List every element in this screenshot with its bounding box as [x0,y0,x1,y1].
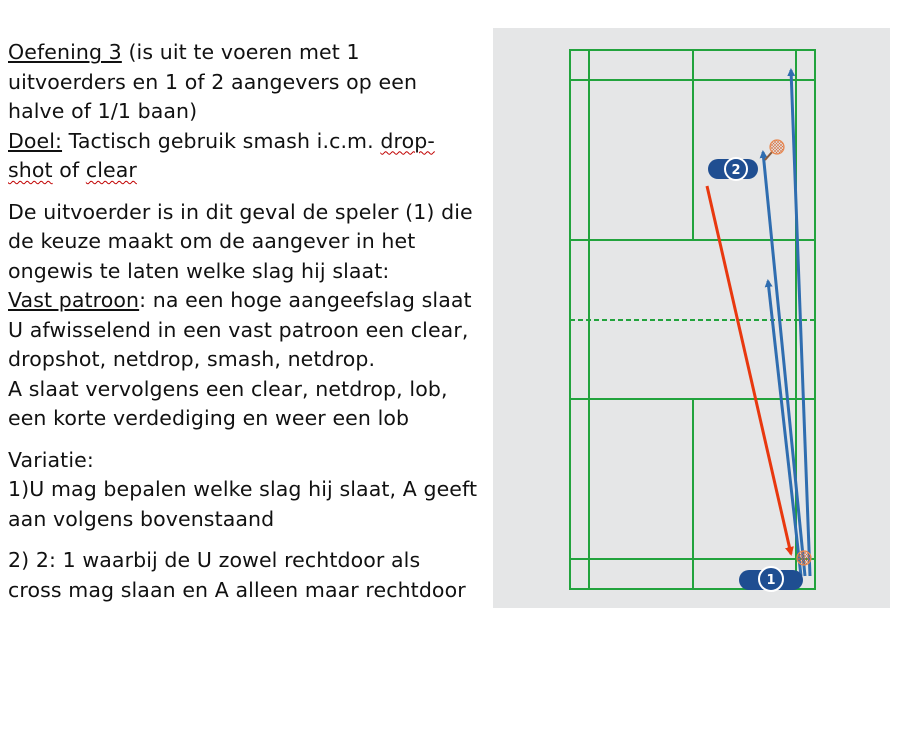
pattern-text: : na een hoge aangeefslag slaat U afwisselend in een vast patroon een clear, dropshot, netdrop, smash, netdrop. [8,288,472,371]
variation-heading: Variatie: [8,447,94,472]
description-intro: De uitvoerder is in dit geval de speler (1) die de keuze maakt om de aangever in het ongewis te laten welke slag hij slaat: [8,199,473,283]
court-svg [493,28,890,608]
exercise-text [8,38,478,605]
variation-item-2-paragraph [8,546,478,605]
player-2-racket-icon [770,140,784,154]
variation-item-2: 2) 2: 1 waarbij de U zowel rechtdoor als cross mag slaan en A alleen maar rechtdoor [8,548,466,602]
goal-text-or: of [52,158,86,182]
goal-clear: clear [85,158,137,182]
goal-text: Tactisch gebruik smash i.c.m. [62,128,381,153]
player-1-racket-icon [797,551,811,565]
intro-paragraph [8,38,478,186]
pattern-label: Vast patroon [8,288,140,312]
variation-item-1: 1)U mag bepalen welke slag hij slaat, A geeft aan volgens bovenstaand [8,477,478,531]
long-shot-arrow [763,152,805,576]
player-1-label: 1 [766,573,776,588]
variation-paragraph [8,446,478,535]
exercise-title-suffix: (is uit te voeren met 1 uitvoerders en 1 of 2 aangevers op een halve of 1/1 baan) [8,40,418,123]
player-2-label: 2 [731,163,741,178]
goal-label: Doel: [8,128,63,153]
court-diagram [493,28,890,608]
feeder-text: A slaat vervolgens een clear, netdrop, lob, een korte verdediging en weer een lob [8,376,448,430]
player-2-marker [708,140,784,180]
goal-dropshot: drop-shot [8,128,435,182]
description-paragraph [8,198,478,434]
exercise-title: Oefening 3 [8,40,122,64]
